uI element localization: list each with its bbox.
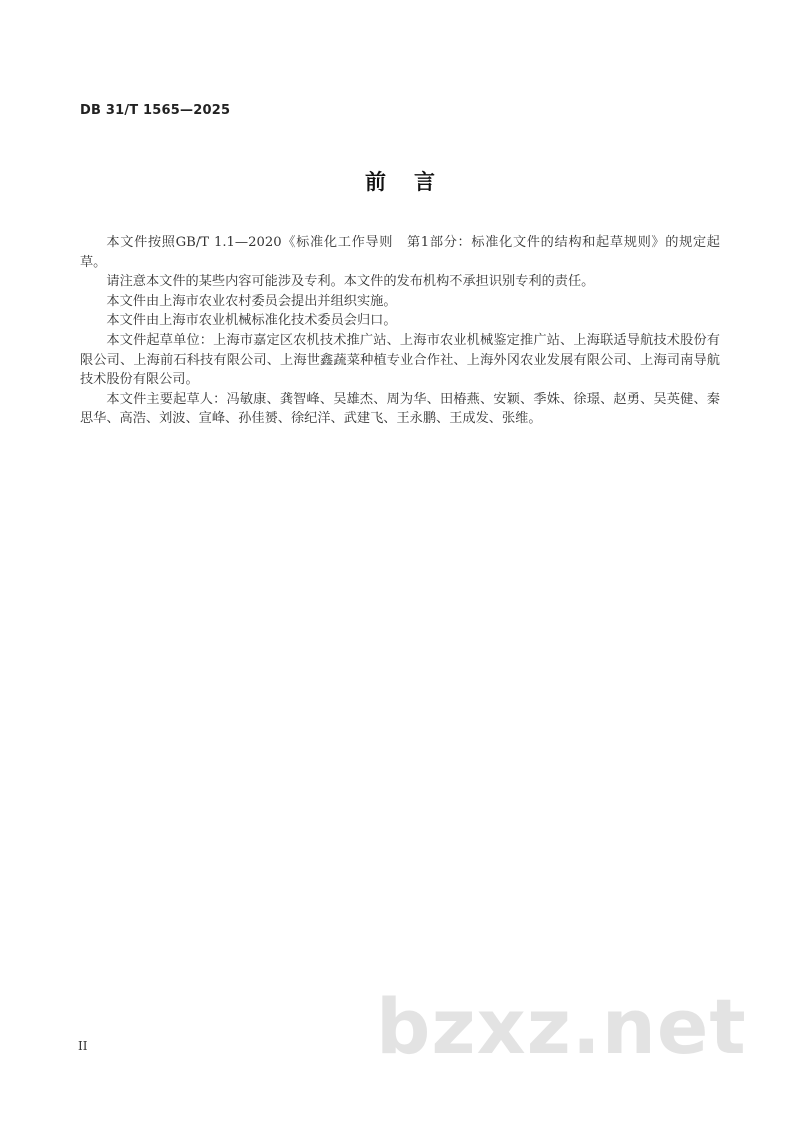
paragraph-patent-notice: 请注意本文件的某些内容可能涉及专利。本文件的发布机构不承担识别专利的责任。 bbox=[106, 274, 595, 290]
document-code: DB 31/T 1565—2025 bbox=[80, 103, 231, 118]
foreword-body bbox=[80, 233, 720, 429]
paragraph-proposer: 本文件由上海市农业农村委员会提出并组织实施。 bbox=[106, 293, 397, 309]
watermark-logo: bzxz.net bbox=[376, 982, 747, 1071]
page-number: II bbox=[78, 1039, 88, 1053]
paragraph-drafting-units: 本文件起草单位：上海市嘉定区农机技术推广站、上海市农业机械鉴定推广站、上海联适导航技术股份有限公司、上海前石科技有限公司、上海世鑫蔬菜种植专业合作社、上海外冈农业发展有限公司、上海司南导航技术股份有限公司。 bbox=[80, 332, 720, 388]
page-title: 前言 bbox=[365, 170, 463, 194]
paragraph-drafting-rules: 本文件按照GB/T 1.1—2020《标准化工作导则 第1部分：标准化文件的结构和起草规则》的规定起草。 bbox=[80, 235, 720, 270]
paragraph-committee: 本文件由上海市农业机械标准化技术委员会归口。 bbox=[106, 313, 397, 329]
paragraph-drafters: 本文件主要起草人：冯敏康、龚智峰、吴雄杰、周为华、田椿燕、安颖、季姝、徐璟、赵勇、吴英健、秦思华、高浩、刘波、宣峰、孙佳赟、徐纪洋、武建飞、王永鹏、王成发、张维。 bbox=[80, 391, 720, 427]
